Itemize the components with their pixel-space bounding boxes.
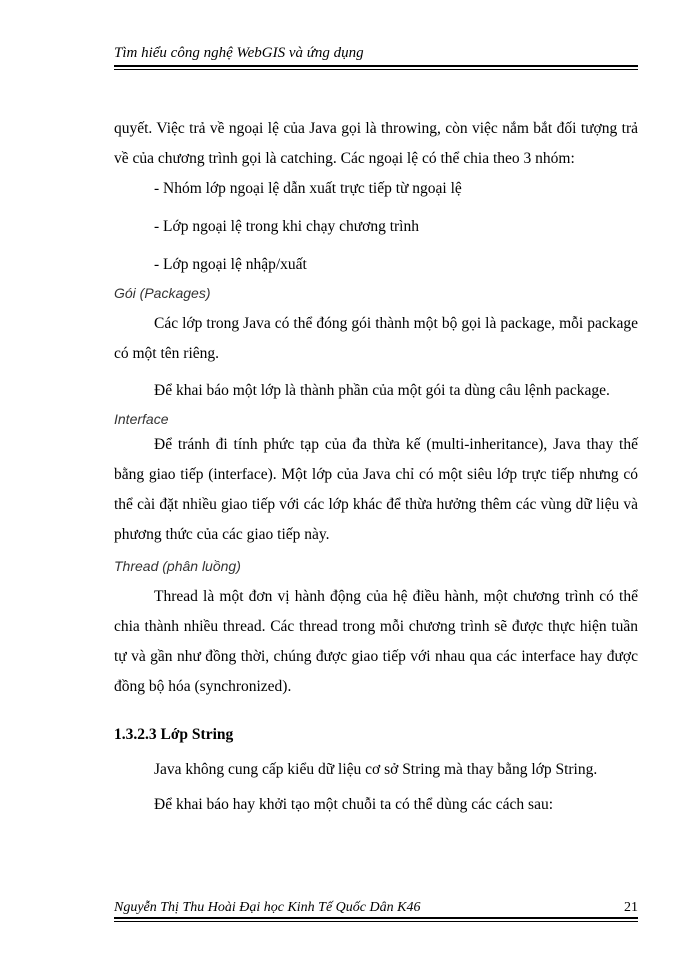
paragraph-exceptions: quyết. Việc trả về ngoại lệ của Java gọi là throwing, còn việc nắm bắt đối tượng trả về của chương trình gọi là catching. Các ngoại lệ có thể chia theo 3 nhóm: (114, 120, 638, 167)
subheading-thread: Thread (phân luồng) (114, 558, 241, 574)
bullet-item: - Lớp ngoại lệ nhập/xuất (154, 256, 307, 273)
page-header (114, 44, 638, 70)
page-number: 21 (624, 900, 638, 915)
page-footer (114, 899, 638, 922)
bullet-item: - Lớp ngoại lệ trong khi chạy chương trình (154, 218, 419, 235)
paragraph-thread: Thread là một đơn vị hành động của hệ điều hành, một chương trình có thể chia thành nhiều thread. Các thread trong mỗi chương trình sẽ được thực hiện tuần tự và gần như đồng thời, chúng được giao tiếp với nhau qua các interface hay được đồng bộ hóa (synchronized). (114, 588, 638, 695)
page-body (114, 114, 638, 820)
header-title: Tìm hiểu công nghệ WebGIS và ứng dụng (114, 45, 364, 61)
header-rule-thick (114, 65, 638, 67)
header-rule-thin (114, 69, 638, 70)
paragraph-packages-2: Để khai báo một lớp là thành phần của một gói ta dùng câu lệnh package. (154, 382, 610, 399)
paragraph-string-1: Java không cung cấp kiểu dữ liệu cơ sở String mà thay bằng lớp String. (154, 761, 598, 778)
paragraph-interface: Để tránh đi tính phức tạp của đa thừa kế (multi-inheritance), Java thay thế bằng giao tiếp (interface). Một lớp của Java chỉ có một siêu lớp trực tiếp nhưng có thể cài đặt nhiều giao tiếp với các lớp khác để thừa hưởng thêm các vùng dữ liệu và phương thức của các giao tiếp này. (114, 436, 638, 543)
footer-rule-thin (114, 921, 638, 922)
bullet-item: - Nhóm lớp ngoại lệ dẫn xuất trực tiếp từ ngoại lệ (154, 180, 462, 197)
section-heading-string: 1.3.2.3 Lớp String (114, 726, 234, 743)
paragraph-packages-1: Các lớp trong Java có thể đóng gói thành một bộ gọi là package, mỗi package có một tên riêng. (114, 315, 638, 362)
paragraph-string-2: Để khai báo hay khởi tạo một chuỗi ta có thể dùng các cách sau: (154, 796, 554, 813)
footer-rule-thick (114, 917, 638, 919)
subheading-interface: Interface (114, 411, 169, 427)
footer-line (114, 899, 638, 916)
subheading-packages: Gói (Packages) (114, 285, 211, 301)
footer-author: Nguyễn Thị Thu Hoài Đại học Kinh Tế Quốc Dân K46 (114, 900, 421, 915)
